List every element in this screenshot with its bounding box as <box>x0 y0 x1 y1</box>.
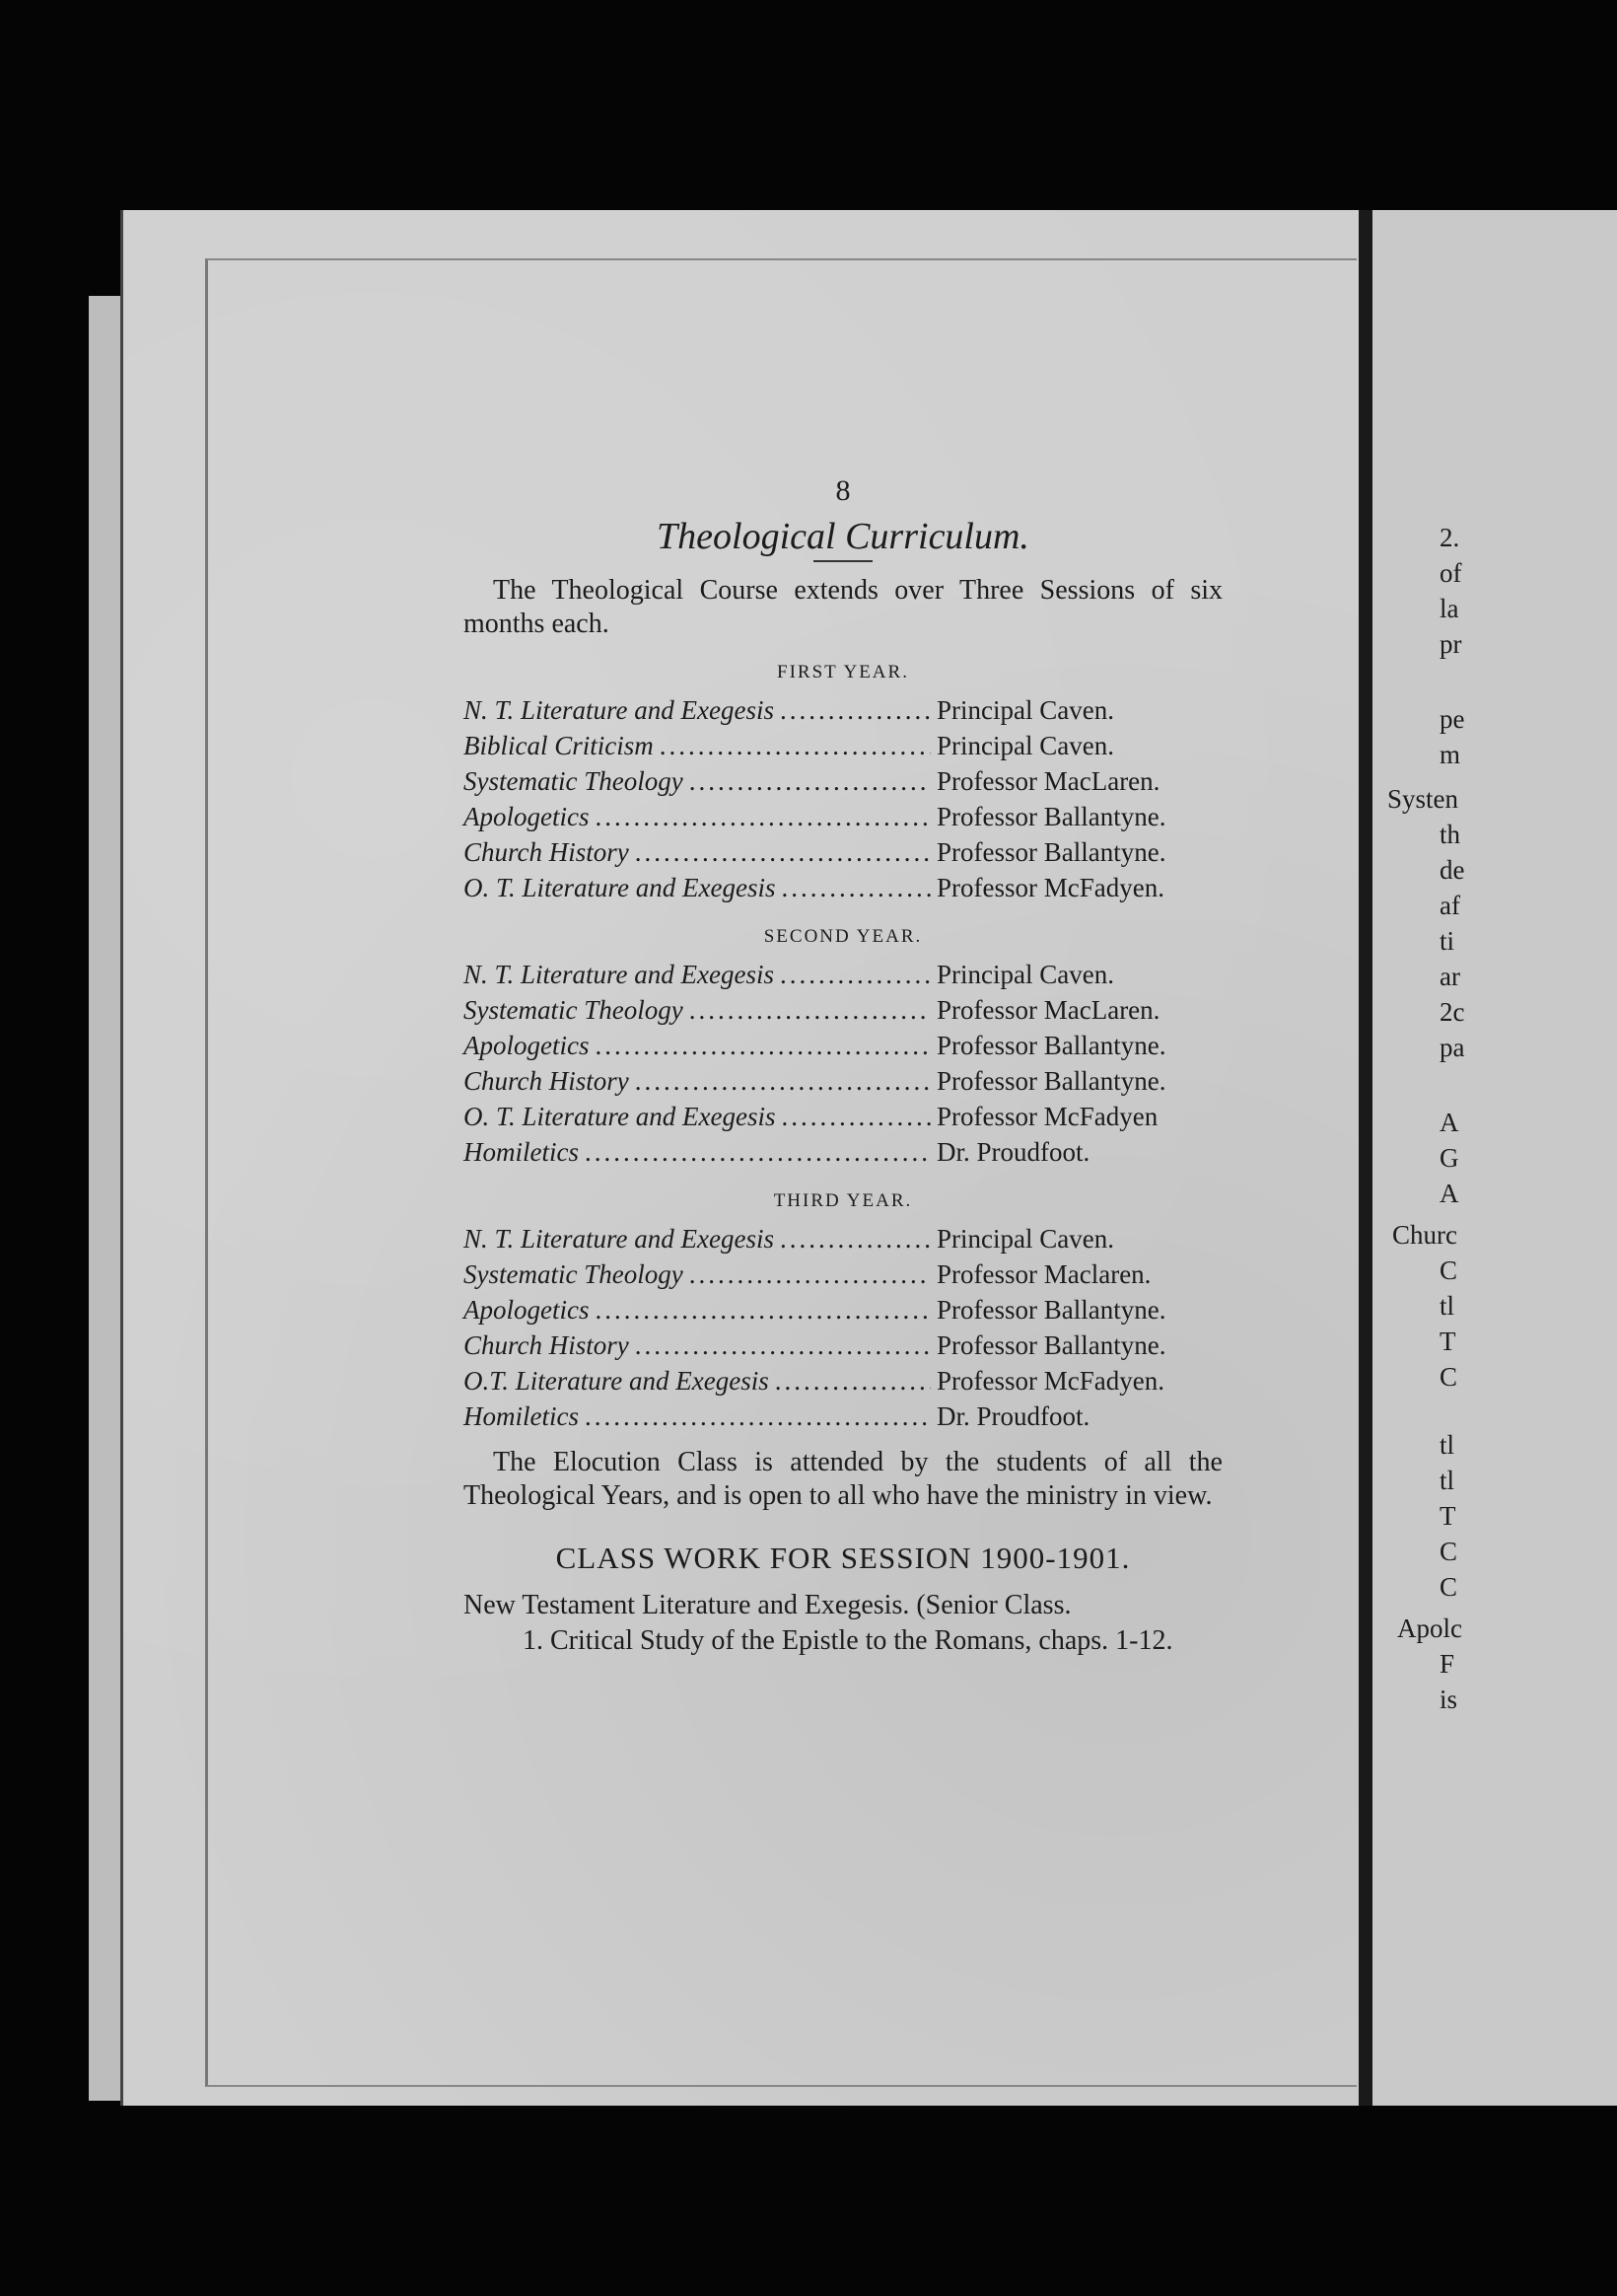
course-name: Apologetics <box>463 1295 590 1325</box>
right-page-text-fragment: T <box>1440 1501 1456 1531</box>
page-content <box>463 473 1223 1659</box>
year-heading: SECOND YEAR. <box>763 926 923 947</box>
course-name: O. T. Literature and Exegesis <box>463 873 776 902</box>
course-row <box>463 1327 1223 1363</box>
leader-dots <box>781 870 931 905</box>
class-work-item: 1. Critical Study of the Epistle to the Romans, chaps. 1-12. <box>523 1625 1173 1656</box>
right-page-text-fragment: af <box>1440 891 1460 920</box>
right-page-text-fragment: A <box>1440 1179 1459 1208</box>
professor-name: Professor MacLaren. <box>937 766 1160 796</box>
year-heading: FIRST YEAR. <box>777 662 909 682</box>
right-page-text-fragment: A <box>1440 1108 1459 1137</box>
intro-paragraph: The Theological Course extends over Three Sessions of six months each. <box>463 575 1223 639</box>
right-page-text-fragment: of <box>1440 558 1462 588</box>
professor-name: Professor Ballantyne. <box>937 1066 1166 1096</box>
right-page-text-fragment: la <box>1440 594 1459 623</box>
professor-name: Professor McFadyen. <box>937 1366 1164 1396</box>
right-page-text-fragment: Apolc <box>1397 1614 1462 1643</box>
leader-dots <box>585 1399 931 1434</box>
right-page-text-fragment: Systen <box>1387 784 1459 814</box>
right-page-text-fragment: T <box>1440 1327 1456 1356</box>
professor-name: Dr. Proudfoot. <box>937 1137 1090 1167</box>
leader-dots <box>780 1221 931 1256</box>
course-row <box>463 1099 1223 1134</box>
professor-name: Principal Caven. <box>937 731 1114 760</box>
course-name: Church History <box>463 1330 629 1360</box>
professor-name: Professor McFadyen. <box>937 873 1164 902</box>
professor-name: Dr. Proudfoot. <box>937 1401 1090 1431</box>
course-row <box>463 1292 1223 1327</box>
leader-dots <box>595 799 931 834</box>
leader-dots <box>780 692 931 728</box>
course-row <box>463 870 1223 905</box>
leader-dots <box>595 1028 931 1063</box>
leader-dots <box>689 763 931 799</box>
course-row <box>463 1028 1223 1063</box>
course-name: N. T. Literature and Exegesis <box>463 1224 774 1254</box>
course-row <box>463 1221 1223 1256</box>
course-row <box>463 799 1223 834</box>
page-number: 8 <box>835 474 851 507</box>
right-page-text-fragment: C <box>1440 1362 1458 1392</box>
right-page-text-fragment: is <box>1440 1685 1458 1714</box>
page-title: Theological Curriculum. <box>657 516 1029 557</box>
course-row <box>463 957 1223 992</box>
right-page-text-fragment: C <box>1440 1256 1458 1285</box>
course-name: Church History <box>463 837 629 867</box>
professor-name: Principal Caven. <box>937 1224 1114 1254</box>
right-page-text-fragment: tl <box>1440 1430 1455 1460</box>
professor-name: Professor MacLaren. <box>937 995 1160 1025</box>
professor-name: Principal Caven. <box>937 960 1114 989</box>
leader-dots <box>635 1063 931 1099</box>
right-page-text-fragment: pa <box>1440 1033 1465 1062</box>
elocution-paragraph: The Elocution Class is attended by the students of all the Theological Years, and is open to all who have the ministry in view. <box>463 1447 1223 1511</box>
leader-dots <box>781 1099 931 1134</box>
course-row <box>463 1063 1223 1099</box>
course-name: Systematic Theology <box>463 766 683 796</box>
year-heading: THIRD YEAR. <box>773 1190 913 1211</box>
leader-dots <box>780 957 931 992</box>
right-page-text-fragment: Churc <box>1392 1220 1457 1250</box>
professor-name: Professor Ballantyne. <box>937 1295 1166 1325</box>
right-page-text-fragment: th <box>1440 820 1461 849</box>
course-row <box>463 1363 1223 1399</box>
course-row <box>463 728 1223 763</box>
course-name: Homiletics <box>463 1137 579 1167</box>
professor-name: Professor Maclaren. <box>937 1259 1152 1289</box>
course-name: Apologetics <box>463 802 590 831</box>
course-row <box>463 1134 1223 1170</box>
course-row <box>463 834 1223 870</box>
right-page <box>1372 210 1617 2106</box>
right-page-text-fragment: pr <box>1440 629 1462 659</box>
course-row <box>463 1256 1223 1292</box>
class-work-subject: New Testament Literature and Exegesis. (Senior Class. <box>463 1590 1072 1620</box>
course-name: Systematic Theology <box>463 1259 683 1289</box>
right-page-text-fragment: tl <box>1440 1466 1455 1495</box>
right-page-text-fragment: tl <box>1440 1291 1455 1321</box>
leader-dots <box>595 1292 931 1327</box>
course-name: Biblical Criticism <box>463 731 654 760</box>
leader-dots <box>585 1134 931 1170</box>
right-page-text-fragment: G <box>1440 1143 1459 1173</box>
course-name: O. T. Literature and Exegesis <box>463 1102 776 1131</box>
title-rule <box>813 560 873 562</box>
leader-dots <box>689 992 931 1028</box>
professor-name: Professor Ballantyne. <box>937 837 1166 867</box>
professor-name: Professor Ballantyne. <box>937 1031 1166 1060</box>
leader-dots <box>689 1256 931 1292</box>
course-row <box>463 692 1223 728</box>
class-work-heading: CLASS WORK FOR SESSION 1900-1901. <box>555 1541 1131 1575</box>
right-page-text-fragment: ti <box>1440 926 1455 956</box>
book-gutter <box>1359 210 1372 2106</box>
professor-name: Professor Ballantyne. <box>937 802 1166 831</box>
right-page-text-fragment: 2. <box>1440 523 1460 552</box>
leader-dots <box>775 1363 931 1399</box>
right-page-text-fragment: 2c <box>1440 997 1465 1027</box>
course-row <box>463 1399 1223 1434</box>
right-page-text-fragment: C <box>1440 1537 1458 1566</box>
right-page-text-fragment: m <box>1440 740 1461 769</box>
course-row <box>463 763 1223 799</box>
course-name: N. T. Literature and Exegesis <box>463 695 774 725</box>
course-name: Church History <box>463 1066 629 1096</box>
leader-dots <box>635 1327 931 1363</box>
professor-name: Professor Ballantyne. <box>937 1330 1166 1360</box>
course-name: O.T. Literature and Exegesis <box>463 1366 769 1396</box>
right-page-text-fragment: de <box>1440 855 1465 885</box>
professor-name: Professor McFadyen <box>937 1102 1159 1131</box>
course-name: Systematic Theology <box>463 995 683 1025</box>
leader-dots <box>635 834 931 870</box>
course-row <box>463 992 1223 1028</box>
professor-name: Principal Caven. <box>937 695 1114 725</box>
curriculum-years <box>463 655 1223 1434</box>
leader-dots <box>660 728 931 763</box>
right-page-text-fragment: ar <box>1440 962 1460 991</box>
right-page-text-fragment: pe <box>1440 704 1465 734</box>
course-name: Apologetics <box>463 1031 590 1060</box>
course-name: N. T. Literature and Exegesis <box>463 960 774 989</box>
right-page-text-fragment: F <box>1440 1649 1455 1679</box>
right-page-text-fragment: C <box>1440 1572 1458 1602</box>
course-name: Homiletics <box>463 1401 579 1431</box>
